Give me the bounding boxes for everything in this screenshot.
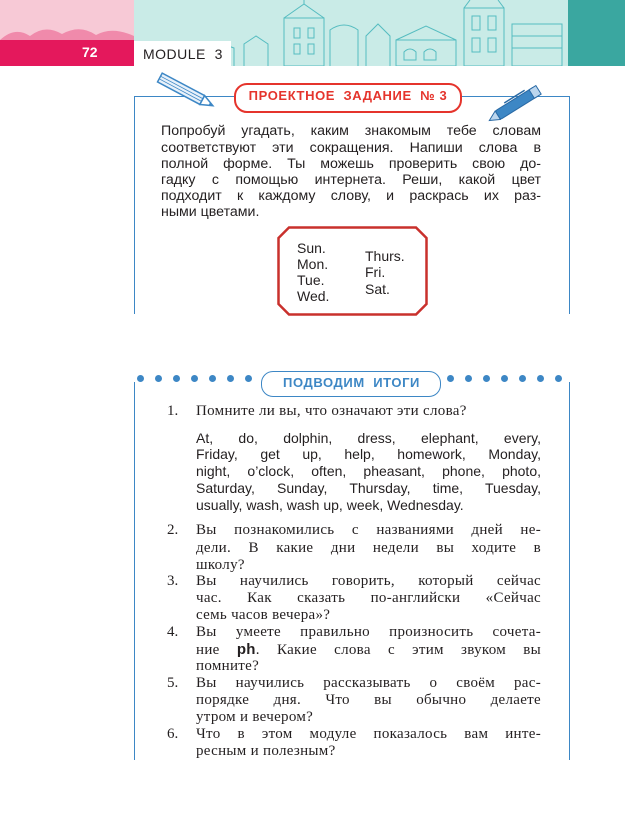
question-text: ресным и полезным?: [196, 743, 336, 759]
abbreviation: Thurs.: [365, 248, 405, 264]
dot-decoration: [537, 375, 544, 382]
word-list-line: Friday, get up, help, homework, Monday,: [196, 446, 541, 462]
page-number: 72: [82, 44, 98, 60]
question-text: Вы научились говорить, который сейчас: [196, 573, 541, 589]
question-number: 3.: [167, 573, 179, 589]
project-text-line: гадку с помощью интернета. Реши, какой цвет: [161, 172, 541, 188]
question-text: Помните ли вы, что означают эти слова?: [196, 403, 467, 419]
project-text-line: полной форме. Ты можешь проверить свою до-: [161, 156, 541, 172]
question-number: 4.: [167, 624, 179, 640]
abbreviation: Wed.: [297, 288, 330, 304]
dot-decoration: [173, 375, 180, 382]
dot-decoration: [191, 375, 198, 382]
dot-decoration: [501, 375, 508, 382]
question-text: утром и вечером?: [196, 709, 314, 725]
question-text: дели. В какие дни недели вы ходите в: [196, 540, 541, 556]
summary-title: ПОДВОДИМ ИТОГИ: [283, 375, 420, 390]
dot-decoration: [209, 375, 216, 382]
word-list-line: usually, wash, wash up, week, Wednesday.: [196, 497, 464, 513]
project-text-line: подходит к каждому слову, и раскрась их раз-: [161, 188, 541, 204]
word-list-line: night, o’clock, often, pheasant, phone, photo,: [196, 463, 541, 479]
abbreviation: Fri.: [365, 264, 386, 280]
abbreviation: Sat.: [365, 281, 390, 297]
question-text-with-ph: [196, 641, 541, 659]
dot-decoration: [245, 375, 252, 382]
abbreviation: Mon.: [297, 256, 329, 272]
question-text-part: . Какие слова с этим звуком вы: [255, 642, 541, 658]
project-text-line: соответствуют эти сокращения. Напиши слова в: [161, 140, 541, 156]
question-text: семь часов вечера»?: [196, 607, 331, 623]
question-text: Что в этом модуле показалось вам инте-: [196, 726, 541, 742]
question-text: порядке дня. Что вы обычно делаете: [196, 692, 541, 708]
abbreviation: Tue.: [297, 272, 325, 288]
dot-decoration: [555, 375, 562, 382]
dot-decoration: [519, 375, 526, 382]
project-text-line: Попробуй угадать, каким знакомым тебе словам: [161, 123, 541, 139]
header-corner-block: [568, 0, 625, 66]
question-text: помните?: [196, 658, 260, 674]
dot-decoration: [465, 375, 472, 382]
project-title: ПРОЕКТНОЕ ЗАДАНИЕ № 3: [248, 88, 448, 103]
project-text-line: ными цветами.: [161, 204, 260, 220]
dot-decoration: [447, 375, 454, 382]
dot-decoration: [155, 375, 162, 382]
question-text-part: ние: [196, 642, 237, 658]
abbreviation: Sun.: [297, 240, 326, 256]
pen-icon: [484, 80, 554, 124]
question-text: час. Как сказать по-английски «Сейчас: [196, 590, 541, 606]
question-text: школу?: [196, 557, 245, 573]
ph-letters: ph: [236, 641, 256, 658]
question-number: 6.: [167, 726, 179, 742]
pencil-icon: [150, 72, 220, 112]
page-number-tab: [0, 40, 134, 66]
question-number: 1.: [167, 403, 179, 419]
question-text: Вы научились рассказывать о своём рас-: [196, 675, 541, 691]
word-list-line: Saturday, Sunday, Thursday, time, Tuesday,: [196, 480, 541, 496]
word-list-line: At, do, dolphin, dress, elephant, every,: [196, 430, 541, 446]
dot-decoration: [227, 375, 234, 382]
question-number: 2.: [167, 522, 179, 538]
question-number: 5.: [167, 675, 179, 691]
module-label: MODULE 3: [143, 46, 223, 62]
question-text: Вы умеете правильно произносить сочета-: [196, 624, 541, 640]
dot-decoration: [137, 375, 144, 382]
question-text: Вы познакомились с названиями дней не-: [196, 522, 541, 538]
dot-decoration: [483, 375, 490, 382]
